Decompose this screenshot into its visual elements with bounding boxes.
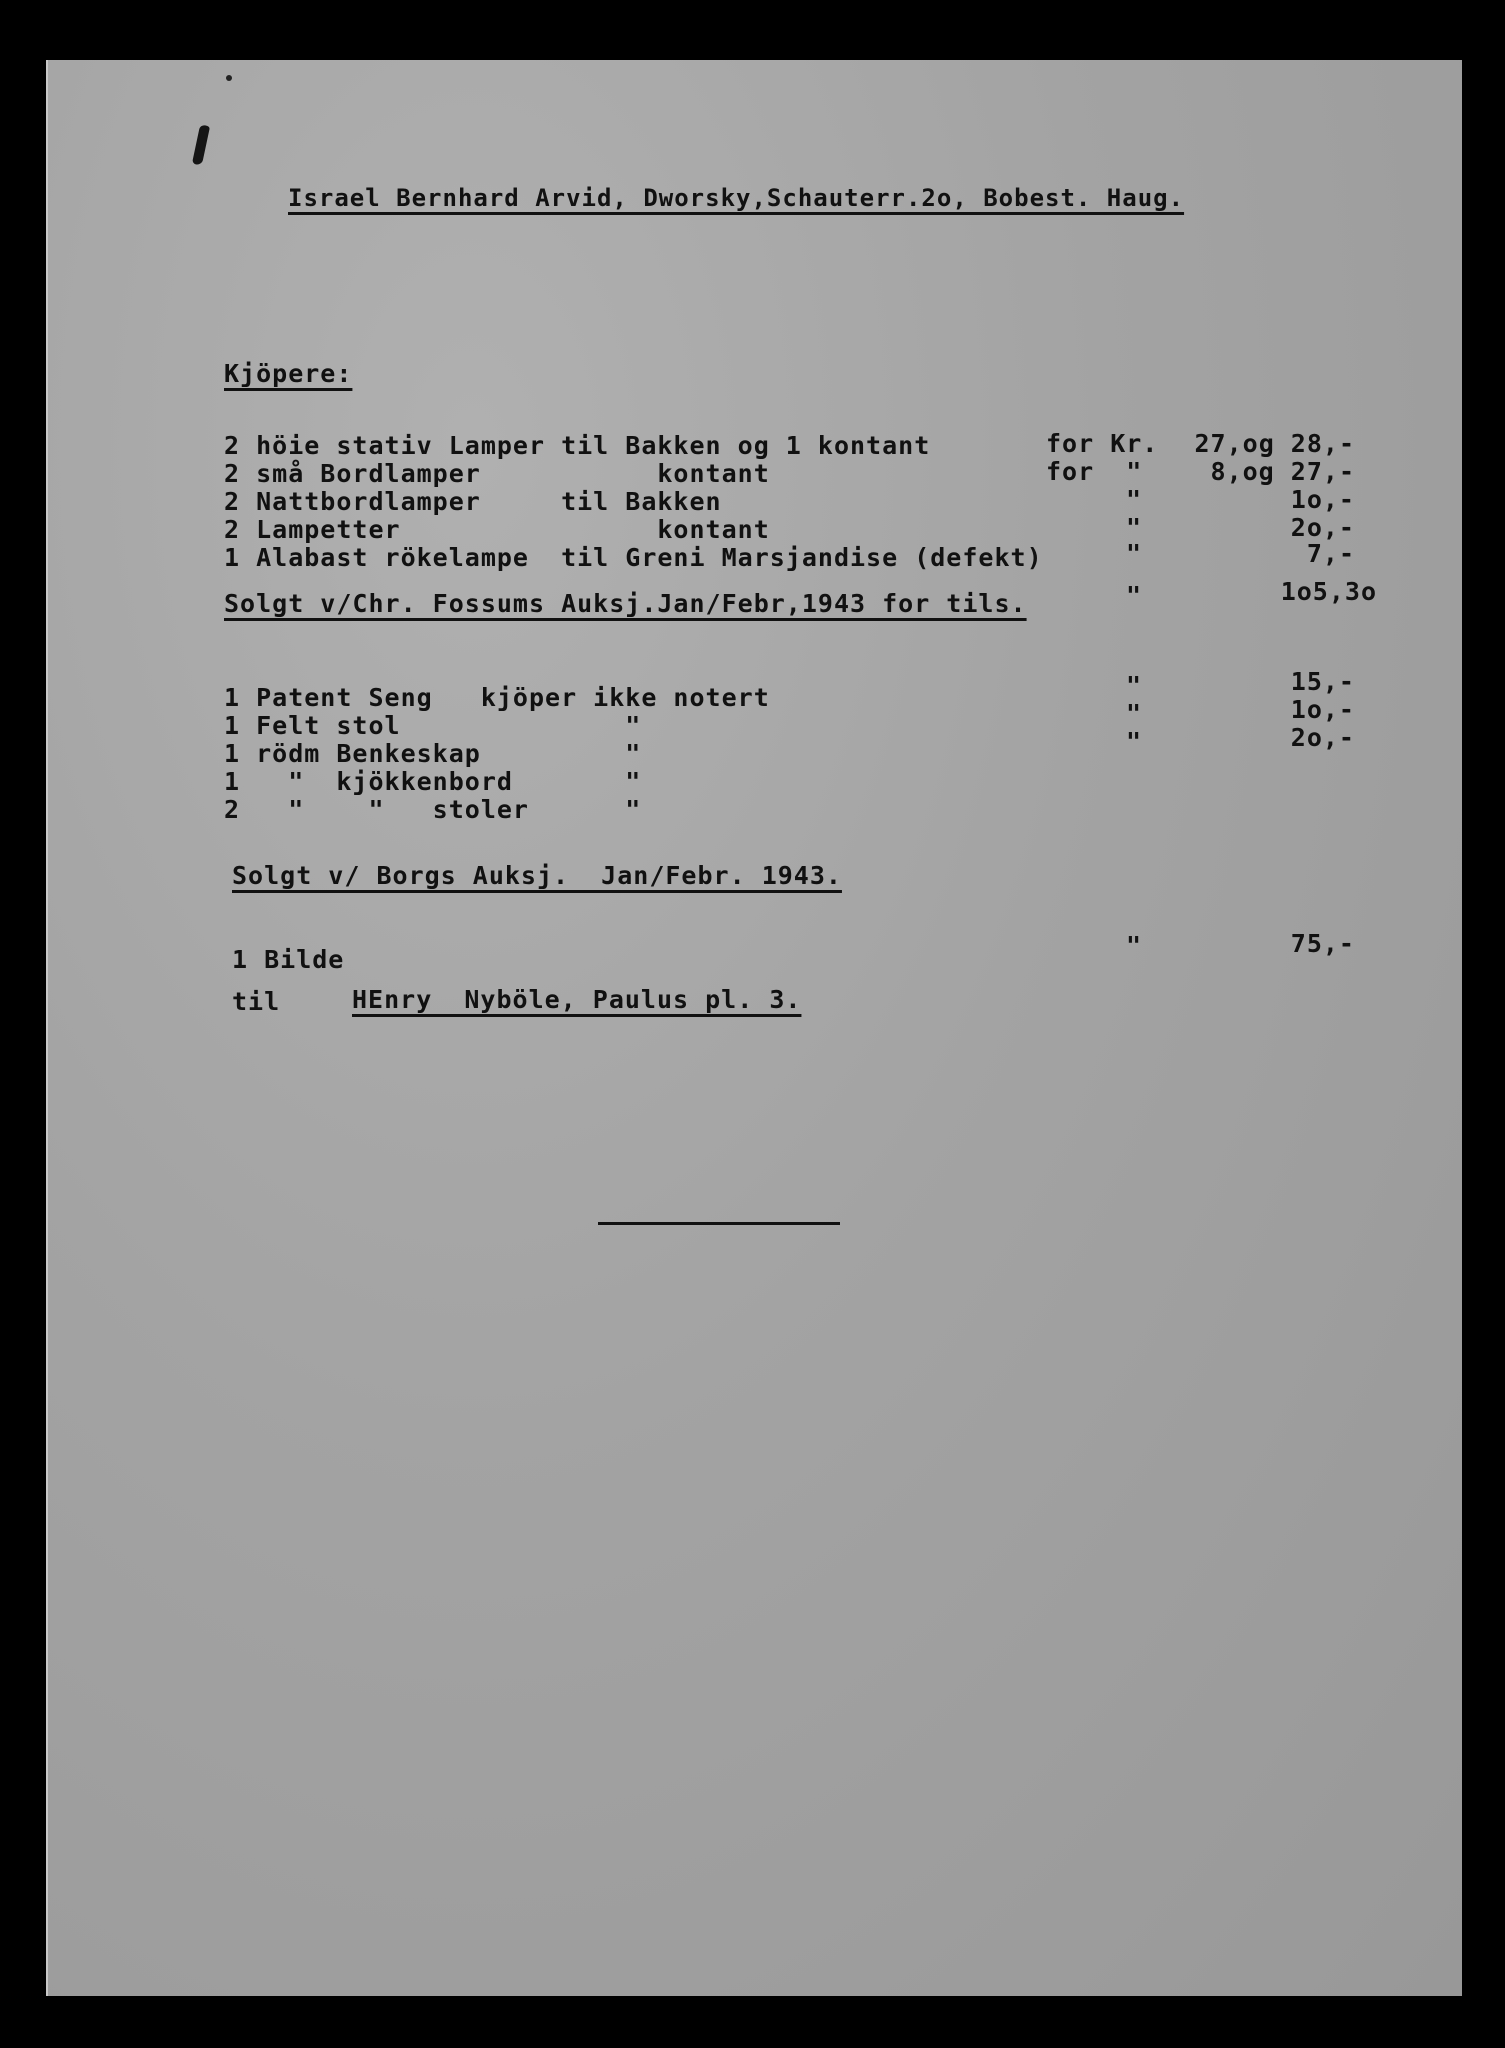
list-item-for: for Kr.: [1046, 429, 1159, 458]
closing-divider: [598, 1222, 840, 1225]
list-item-for: ": [1126, 513, 1143, 542]
list-item-amount: 7,-: [1306, 539, 1355, 568]
buyers-heading: Kjöpere:: [224, 359, 353, 388]
sale-summary: Solgt v/Chr. Fossums Auksj.Jan/Febr,1943 for tils.: [224, 589, 1027, 618]
list-item-amount: 2o,-: [1290, 723, 1355, 752]
list-item-amount: 75,-: [1290, 929, 1355, 958]
list-item: 2 Nattbordlamper til Bakken: [224, 487, 722, 516]
list-item: 1 rödm Benkeskap ": [224, 739, 642, 768]
list-item-amount: 27,og 28,-: [1194, 429, 1355, 458]
list-item-for: ": [1126, 539, 1143, 568]
list-item: 2 Lampetter kontant: [224, 515, 770, 544]
list-item-amount: 1o,-: [1290, 695, 1355, 724]
list-item-amount: 15,-: [1290, 667, 1355, 696]
list-item-for: ": [1126, 727, 1143, 756]
list-item-for: ": [1126, 931, 1143, 960]
list-item: 2 små Bordlamper kontant: [224, 459, 770, 488]
list-item-for: for ": [1046, 457, 1143, 486]
list-item: 1 Bilde: [232, 945, 345, 974]
document-page: [46, 60, 1462, 1996]
recipient-prefix: til: [232, 987, 281, 1016]
ink-speck: [226, 75, 232, 81]
list-item-amount: 2o,-: [1290, 513, 1355, 542]
recipient-name: HEnry Nyböle, Paulus pl. 3.: [352, 985, 802, 1014]
sale-summary: Solgt v/ Borgs Auksj. Jan/Febr. 1943.: [232, 861, 842, 890]
list-item: 1 Patent Seng kjöper ikke notert: [224, 683, 770, 712]
list-item-for: ": [1126, 699, 1143, 728]
sale-summary-for: ": [1126, 581, 1143, 610]
sale-summary-amount: 1o5,3o: [1280, 577, 1377, 606]
list-item-for: ": [1126, 671, 1143, 700]
list-item-amount: 8,og 27,-: [1210, 457, 1355, 486]
list-item: 2 " " stoler ": [224, 795, 642, 824]
list-item-for: ": [1126, 485, 1143, 514]
document-title: Israel Bernhard Arvid, Dworsky,Schauterr.2o, Bobest. Haug.: [288, 184, 1185, 212]
list-item: 1 " kjökkenbord ": [224, 767, 642, 796]
list-item: 2 höie stativ Lamper til Bakken og 1 kontant: [224, 431, 931, 460]
list-item: 1 Felt stol ": [224, 711, 642, 740]
list-item: 1 Alabast rökelampe til Greni Marsjandise (defekt): [224, 543, 1043, 572]
list-item-amount: 1o,-: [1290, 485, 1355, 514]
